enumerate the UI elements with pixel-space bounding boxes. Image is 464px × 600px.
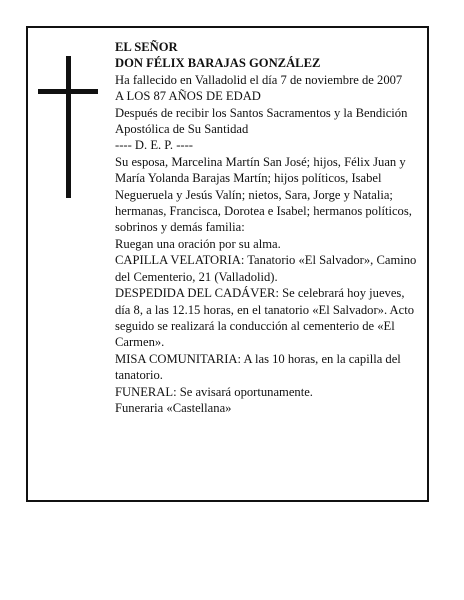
sacraments-line: Después de recibir los Santos Sacramentos y la Bendición Apostólica de Su Santidad xyxy=(115,105,408,137)
funeral-info: FUNERAL: Se avisará oportunamente. xyxy=(115,384,313,399)
obituary-text xyxy=(115,39,423,416)
title-line-1: EL SEÑOR xyxy=(115,40,178,54)
prayer-line: Ruegan una oración por su alma. xyxy=(115,236,281,251)
cross-vertical-bar xyxy=(66,56,71,198)
obituary-notice xyxy=(26,26,429,502)
funeral-home: Funeraria «Castellana» xyxy=(115,400,232,415)
death-info: Ha fallecido en Valladolid el día 7 de noviembre de 2007 xyxy=(115,72,403,87)
family-list: Su esposa, Marcelina Martín San José; hijos, Félix Juan y María Yolanda Barajas Martín; hijos políticos, Isabel Negueruela y Jesús Valín; nietos, Sara, Jorge y Natalia; hermanas, Francisca, Dorotea e Isabel; hermanos políticos, sobrinos y demás familia: xyxy=(115,154,412,235)
age-line: A LOS 87 AÑOS DE EDAD xyxy=(115,89,261,104)
deceased-name: DON FÉLIX BARAJAS GONZÁLEZ xyxy=(115,56,321,71)
mass-info: MISA COMUNITARIA: A las 10 horas, en la capilla del tanatorio. xyxy=(115,351,401,383)
cross-icon xyxy=(38,56,98,198)
farewell-info: DESPEDIDA DEL CADÁVER: Se celebrará hoy jueves, día 8, a las 12.15 horas, en el tanatorio «El Salvador». Acto seguido se realizará la conducción al cementerio de «El Carmen». xyxy=(115,286,415,350)
chapel-info: CAPILLA VELATORIA: Tanatorio «El Salvador», Camino del Cementerio, 21 (Valladolid). xyxy=(115,253,417,284)
rip-line: ---- D. E. P. ---- xyxy=(115,138,193,153)
cross-horizontal-bar xyxy=(38,89,98,94)
